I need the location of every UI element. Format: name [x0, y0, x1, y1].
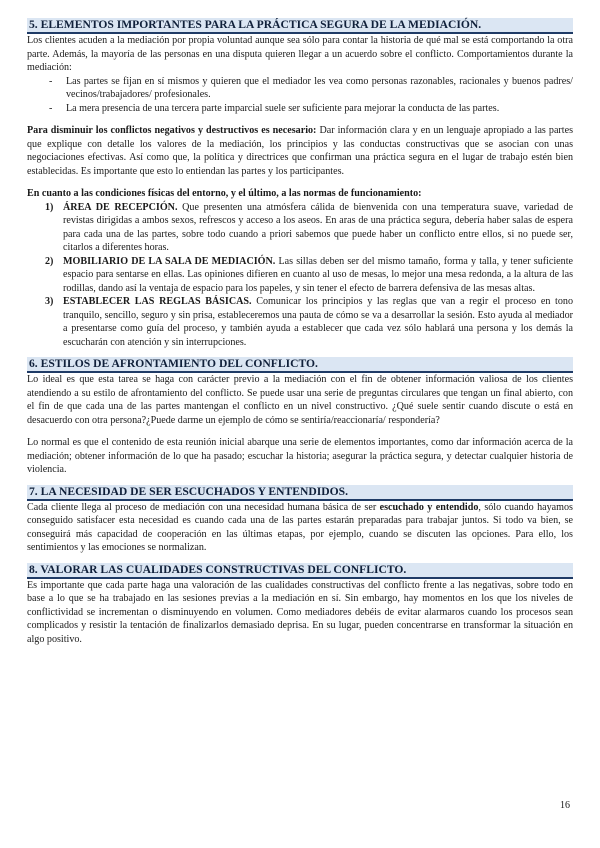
section-5-paragraph-2 — [27, 124, 573, 178]
item-text: Que presenten una atmósfera cálida de bienvenida con una temperatura suave, variedad de revistas dirigidas a ambos sexos, refrescos y acceso a los aseos. En aras de una práctica segura, debería haber salas de espera para cada una de las partes, sobre todo cuando a priori sabemos que puede haber un conflicto entre ellos, si no puede ser, citarlos a diferentes horas. — [63, 201, 573, 253]
list-item-text: Las partes se fijan en sí mismos y quieren que el mediador les vea como personas razonables, racionales y buenos padres/ vecinos/trabajadores/ profesionales. — [66, 75, 573, 100]
section-5-heading: 5. ELEMENTOS IMPORTANTES PARA LA PRÁCTICA SEGURA DE LA MEDIACIÓN. — [27, 18, 573, 34]
paragraph-text: Cada cliente llega al proceso de mediación con una necesidad humana básica de ser — [27, 501, 380, 513]
section-6-paragraph-1: Lo ideal es que esta tarea se haga con carácter previo a la mediación con el fin de obtener información valiosa de los clientes atendiendo a su estilo de afrontamiento del conflicto. Se puede usar una serie de preguntas circulares que tengan un final abierto, con el fin de que cada una de las partes mantengan el conflicto en un nivel constructivo. ¿Qué suele sentir cuando discute o está en desacuerdo con otra persona?¿Puede darme un ejemplo de cómo se sentiría/reaccionaría/ respondería? — [27, 374, 573, 426]
paragraph-text: Dar información clara y en un lenguaje apropiado a las partes que explique con detalle los valores de la mediación, los principios y las conductas constructivas que se asocian con unas negociaciones efectivas. Así como que, la política y directrices que confirman una práctica segura en el lugar de trabajo estén bien establecidas. Es importante que esto lo entiendan las partes y los participantes. — [27, 125, 573, 177]
section-5-bullet-list — [27, 75, 573, 116]
section-7-paragraph — [27, 501, 573, 555]
item-heading: ESTABLECER LAS REGLAS BÁSICAS. — [63, 296, 252, 307]
section-5-paragraph-3 — [27, 187, 573, 201]
list-item — [45, 201, 573, 255]
section-7-heading: 7. LA NECESIDAD DE SER ESCUCHADOS Y ENTENDIDOS. — [27, 485, 573, 501]
item-number: 3) — [45, 296, 54, 307]
section-6-heading: 6. ESTILOS DE AFRONTAMIENTO DEL CONFLICTO. — [27, 357, 573, 373]
section-8-heading: 8. VALORAR LAS CUALIDADES CONSTRUCTIVAS DEL CONFLICTO. — [27, 563, 573, 579]
item-number: 1) — [45, 201, 54, 213]
list-item: - Las partes se fijan en sí mismos y quieren que el mediador les vea como personas razonables, racionales y buenos padres/ vecinos/trabajadores/ profesionales. — [49, 75, 573, 100]
list-item-text: La mera presencia de una tercera parte imparcial suele ser suficiente para mejorar la conducta de las partes. — [66, 102, 500, 114]
list-item — [45, 255, 573, 296]
bold-lead: En cuanto a las condiciones físicas del entorno, y el último, a las normas de funcionamiento: — [27, 188, 422, 199]
item-number: 2) — [45, 255, 54, 267]
item-text: Comunicar los principios y las reglas que van a regir el proceso en tono tranquilo, sencillo, seguro y sin prisa, estableceremos una pauta de cómo se va a desarrollar la sesión. Esto ayuda al mediador a presentarse como guía del proceso, y también ayuda a establecer que cada vez sólo hablará una persona y los demás la escucharán con atención y sin interrupciones. — [63, 296, 573, 348]
section-6-paragraph-2: Lo normal es que el contenido de esta reunión inicial abarque una serie de elementos importantes, como dar información acerca de la mediación; obtener información de lo que ha pasado; escuchar la historia; asegurar la práctica segura, y detectar cualquier historia de violencia. — [27, 437, 573, 475]
bold-phrase: escuchado y entendido — [379, 501, 479, 513]
section-5-intro: Los clientes acuden a la mediación por propia voluntad aunque sea sólo para contar la historia de qué mal se está comportando la otra parte. Además, la mayoría de las personas en una disputa quieren llegar a un acuerdo sobre el conflicto. Comportamientos durante la mediación: — [27, 35, 573, 73]
bold-lead: Para disminuir los conflictos negativos y destructivos es necesario: — [27, 125, 317, 136]
document-page — [27, 18, 573, 646]
section-8-paragraph: Es importante que cada parte haga una valoración de las cualidades constructivas del conflicto frente a las negativas, sobre todo en base a lo que se ha trabajado en las sesiones previas a la mediación en sí. Sin embargo, hay momentos en los que los niveles de conflictividad se incrementan o disminuyendo en volumen. Como mediadores debéis de evitar alarmaros cuando los procesos sean complicados y resistir la tentación de finalizarlos demasiado deprisa. En su lugar, pueden concentrarse en transformar la situación en algo positivo. — [27, 579, 573, 645]
page-number: 16 — [560, 800, 570, 811]
item-heading: ÁREA DE RECEPCIÓN. — [63, 201, 178, 213]
paragraph-text: , sólo cuando hayamos conseguido satisfacer esta necesidad es cuando cada una de las partes estarán preparadas para trabajar juntos. Si todo va bien, se conseguirá más capacidad de cooperación en las últimas etapas, por ejemplo, cuando se discuten las opciones. Para ello, los sentimientos y las emociones se normalizan. — [27, 501, 573, 553]
item-heading: MOBILIARIO DE LA SALA DE MEDIACIÓN. — [63, 255, 276, 267]
item-text: Las sillas deben ser del mismo tamaño, forma y talla, y tener suficiente espacio para sentarse en ellas. Las opiniones difieren en cuanto al uso de mesas, lo mejor una mesa redonda, a la altura de las rodillas, dando así la ventaja de espacio para los papeles, y sin tener el efecto de barrera defensiva de las mesas altas. — [63, 255, 573, 294]
list-item: - La mera presencia de una tercera parte imparcial suele ser suficiente para mejorar la conducta de las partes. — [49, 102, 500, 114]
section-5-numbered-list — [27, 201, 573, 350]
list-item — [45, 295, 573, 349]
